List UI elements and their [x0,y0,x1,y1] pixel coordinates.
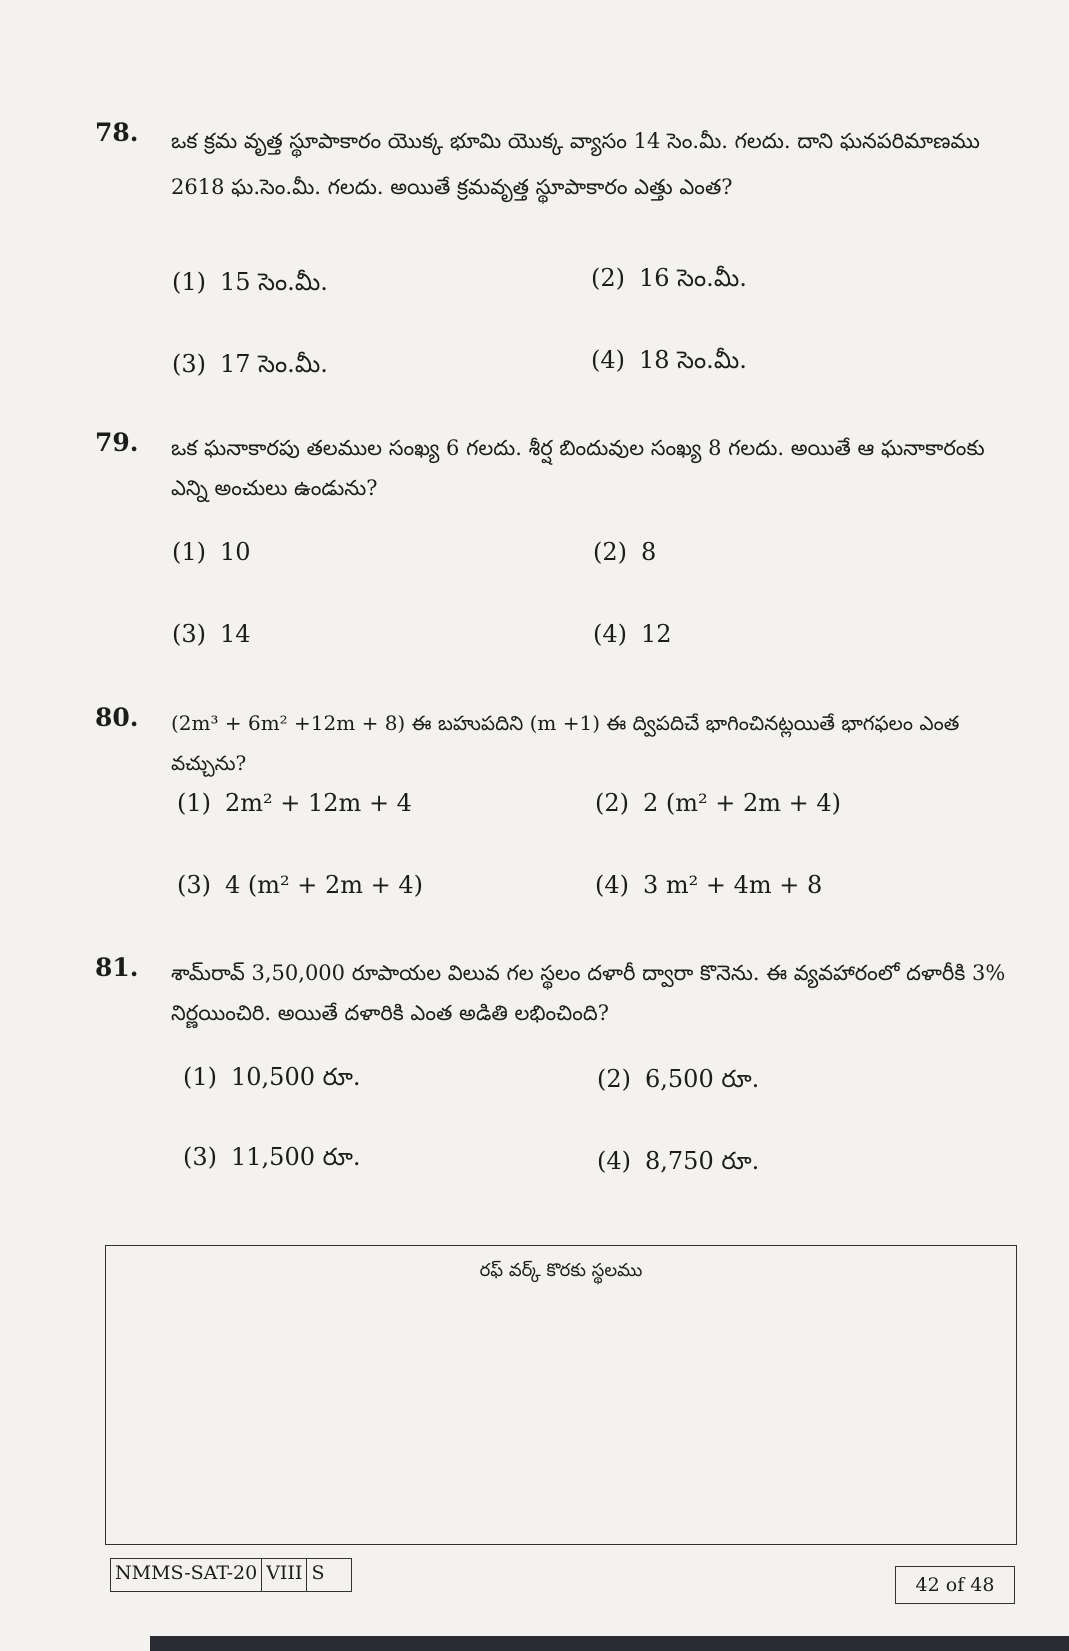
option-text: 6,500 రూ. [645,1065,760,1093]
option-4 [593,620,672,648]
option-number: (2) [597,1065,631,1093]
question-text: శామ్‌రావ్ 3,50,000 రూపాయల విలువ గల స్థలం దళారీ ద్వారా కొనెను. ఈ వ్యవహారంలో దళారీకి 3% నిర్ణయించిరి. అయితే దళారికి ఎంత అడితి లభించింది? [171,961,1006,1025]
option-number: (3) [172,350,206,378]
option-number: (4) [595,871,629,899]
option-number: (4) [593,620,627,648]
option-text: 17 సెం.మీ. [220,350,328,378]
question-number: 81. [95,953,139,982]
option-number: (3) [183,1143,217,1171]
option-1 [172,268,328,302]
option-2 [595,789,841,817]
question-number: 78. [95,118,139,147]
option-text: 4 (m² + 2m + 4) [225,871,424,899]
option-text: 2m² + 12m + 4 [225,789,412,817]
option-1 [177,789,412,817]
option-4 [597,1147,759,1181]
option-1 [183,1063,361,1097]
paper-code: NMMS-SAT-20 [111,1559,262,1591]
option-2 [591,264,747,298]
question-78 [95,118,1025,378]
option-text: 2 (m² + 2m + 4) [643,789,842,817]
option-number: (3) [177,871,211,899]
option-3 [183,1143,361,1177]
option-number: (4) [597,1147,631,1175]
option-text: 18 సెం.మీ. [639,346,747,374]
page-number: 42 of 48 [895,1566,1015,1604]
option-number: (2) [591,264,625,292]
option-2 [593,538,656,566]
question-text: ఒక క్రమ వృత్త స్థూపాకారం యొక్క భూమి యొక్క వ్యాసం 14 సెం.మీ. గలదు. దాని ఘనపరిమాణము 2618 ఘ.సెం.మీ. గలదు. అయితే క్రమవృత్త స్థూపాకారం ఎత్తు ఎంత? [171,129,980,199]
paper-medium: S [311,1562,325,1584]
question-number: 79. [95,428,139,457]
option-text: 8,750 రూ. [645,1147,760,1175]
option-number: (3) [172,620,206,648]
question-text: ఒక ఘనాకారపు తలముల సంఖ్య 6 గలదు. శీర్ష బిందువుల సంఖ్య 8 గలదు. అయితే ఆ ఘనాకారంకు ఎన్ని అంచులు ఉండును? [171,436,985,500]
option-text: 8 [641,538,657,566]
option-text: 14 [220,620,251,648]
option-number: (1) [183,1063,217,1091]
option-2 [597,1065,759,1099]
option-number: (1) [172,268,206,296]
paper-class: VIII [262,1559,307,1591]
option-number: (4) [591,346,625,374]
option-number: (1) [177,789,211,817]
option-3 [172,350,328,384]
option-number: (1) [172,538,206,566]
option-4 [591,346,747,380]
question-79 [95,428,1025,658]
rough-work-box [105,1245,1017,1545]
option-text: 16 సెం.మీ. [639,264,747,292]
question-80 [95,703,1025,913]
option-3 [172,620,251,648]
paper-code-box [110,1558,352,1592]
question-81 [95,953,1025,1178]
option-text: 12 [641,620,672,648]
option-4 [595,871,822,899]
question-text: (2m³ + 6m² +12m + 8) ఈ బహుపదిని (m +1) ఈ ద్విపదిచే భాగించినట్లయితే భాగఫలం ఎంత వచ్చును? [171,711,960,775]
scan-edge [150,1636,1069,1651]
option-text: 11,500 రూ. [231,1143,361,1171]
option-number: (2) [593,538,627,566]
option-number: (2) [595,789,629,817]
option-3 [177,871,423,899]
rough-work-title: రఫ్ వర్క్ కొరకు స్థలము [479,1260,643,1281]
option-text: 15 సెం.మీ. [220,268,328,296]
option-text: 10,500 రూ. [231,1063,361,1091]
question-number: 80. [95,703,139,732]
option-text: 3 m² + 4m + 8 [643,871,823,899]
option-text: 10 [220,538,251,566]
option-1 [172,538,251,566]
